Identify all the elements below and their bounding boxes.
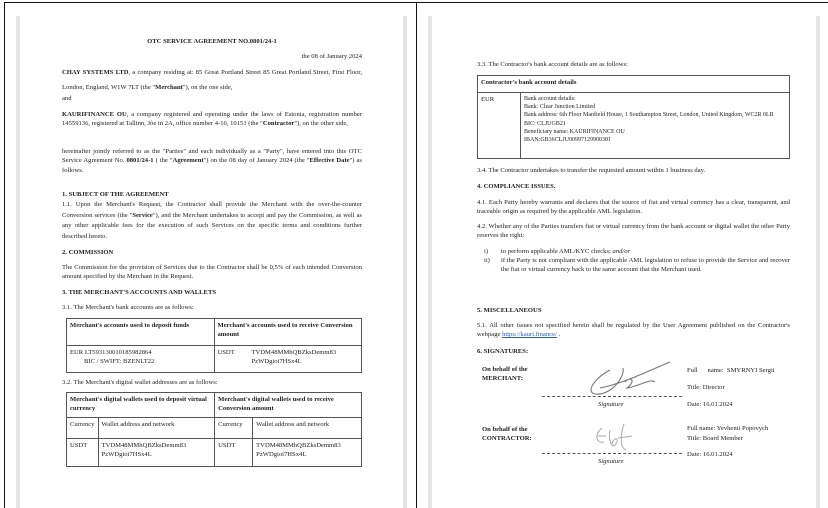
agreement-date: the 08 of January 2024 [301,53,362,60]
merchant-signature-image [565,358,695,400]
signature-line [542,396,682,397]
text: ") on the 08 day of January 2024 (the " [203,157,310,165]
text: to perform applicable AML/KYC checks; [501,248,613,255]
currency: EUR [70,349,84,356]
page-edge [428,16,432,508]
term: Service [132,211,153,219]
bank-details-cell [521,93,790,159]
merchant-wallets-table [66,392,362,467]
merchant-name: CHAY SYSTEMS LTD [62,69,129,76]
text: , a company registered and operating under the laws of Estonia, registration number 14559136, registered at Tallinn, Jõe tn 2A, office number 4-16, 10151 (the " [62,111,362,128]
item-i [501,247,790,256]
bank-detail: Beneficiary name: KAURIFINANCE OU [524,128,625,135]
section-5-heading: 5. MISCELLANEOUS [477,307,542,314]
table-cell: USDT [215,439,253,467]
text: ") as follows. [62,157,362,174]
term: Effective Date [309,157,350,165]
frame-left [4,2,5,508]
table-header: Merchant's accounts used to deposit funds [67,319,215,346]
merchant-title: Title: Director [687,384,725,391]
section-4-heading: 4. COMPLIANCE ISSUES. [477,183,556,190]
section-3-3: 3.3. The Contractor's bank account details are as follows: [477,61,628,68]
contractor-name: KAURIFINANCE OU [62,111,127,118]
signature-caption: Signature [598,458,624,465]
text: "), on the one side, [182,84,233,91]
text: 5.1. All other issues not specified herein shall be regulated by the User Agreement published on the Contractor's webpage [477,322,790,339]
page-edge [403,16,407,508]
page-edge [16,16,20,508]
table-header: Merchant's digital wallets used to receive Conversion amount [215,393,362,418]
text: hereinafter jointly referred to as the "Parties" and each individually as a "Party", have entered into this OTC Service Agreement No. [62,148,362,165]
table-row [67,346,362,373]
text: MERCHANT: [482,375,523,382]
hereinafter-paragraph [62,147,362,175]
text: . [556,331,561,339]
contractor-full-name: Full name: Yevhenii Popovych [687,425,769,432]
text: 1.1. Upon the Merchant's Request, the Contractor shall provide the Merchant with the over-the-counter Conversion services (the " [62,201,362,219]
table-cell: TVDM48MMhQBZksDemm83 PzWDgioi7HSx4L [253,439,362,467]
section-3-1: 3.1. The Merchant's bank accounts are as follows: [62,304,194,311]
bank-detail: Bank address: 6th Floor Manfield House, 1 Southampton Street, London, United Kingdom, WC2R 0LR [524,112,774,119]
table-row [67,439,362,467]
wallet-address: TVDM48MMhQBZksDemm83 PzWDgioi7HSx4L [251,349,337,366]
section-3-heading: 3. THE MERCHANT'S ACCOUNTS AND WALLETS [62,289,217,296]
bank-detail: BIC: CLJUGB21 [524,120,566,127]
table-cell: TVDM48MMhQBZksDemm83 PzWDgioi7HSx4L [98,439,215,467]
section-4-1: 4.1. Each Party hereby warrants and declares that the source of fiat and virtual currency has a clear, transparent, and traceable origin as required by the applicable AML legislation. [477,199,790,216]
column-header: Currency [67,418,99,439]
column-header: Wallet address and network [253,418,362,439]
section-1-heading: 1. SUBJECT OF THE AGREEMENT [62,191,169,198]
contractor-bank-table [477,75,790,159]
contractor-signature-image [590,420,640,456]
text: ( the " [153,157,173,165]
bank-detail: IBAN:GB36CLJU00997129900381 [524,137,612,144]
text: CONTRACTOR: [482,435,532,442]
section-6-heading: 6. SIGNATURES: [477,348,529,355]
contractor-paragraph [62,110,362,129]
merchant-paragraph [62,65,362,95]
signature-line [542,453,682,454]
currency: USDT [217,349,235,356]
account-number: LT593130010185982864 [84,349,152,356]
contractor-label [482,425,532,443]
section-1-1 [62,200,362,242]
item-i-number: i) [484,248,489,255]
bank-detail: Bank account details: [524,96,576,102]
table-cell: USDT [67,439,99,467]
table-header: Merchant's accounts used to receive Conversion amount [214,319,362,346]
bic: BIC / SWIFT: BZENLT22 [84,358,155,366]
section-3-4: 3.4. The Contractor undertakes to transfer the requested amount within 1 business day. [477,167,706,174]
text: and/or [612,248,631,255]
text: "), and the Merchant undertakes to accept and pay the Commission, as well as any other applicable fees for the execution of such Services on the specific terms and conditions further described hereto. [62,211,363,240]
signature-caption: Signature [598,401,624,408]
item-ii-number: ii) [484,257,490,264]
contractor-title: Title: Board Member [687,435,743,442]
column-header: Wallet address and network [98,418,215,439]
text: On behalf of the [482,426,528,433]
table-cell [214,346,362,373]
table-header: Merchant's digital wallets used to deposit virtual currency [67,393,215,418]
section-2-text: The Commission for the provision of Services due to the Contractor shall be 0,5% of each intended Conversion amount specified by the Merchant in the Request. [62,264,362,281]
merchant-label [482,365,528,383]
contractor-date: Date: 16.01.2024 [687,451,733,458]
page-edge [816,16,820,508]
item-ii: if the Party is not compliant with the applicable AML legislation to refuse to provide the Service and recover the fiat or virtual currency back to the same account that the Merchant used. [501,257,790,274]
and-text: and [62,95,72,102]
agreement-number: 0801/24-1 [126,157,154,165]
contractor-webpage-link[interactable]: https://kauri.finance/ [502,331,557,339]
merchant-date: Date: 16.01.2024 [687,401,733,408]
table-cell [67,346,215,373]
text: On behalf of the [482,366,528,373]
section-3-2: 3.2. The Merchant's digital wallet addresses are as follows: [62,379,218,386]
column-header: Currency [215,418,253,439]
page-divider [416,2,417,508]
table-cell: EUR [478,93,521,159]
table-row [478,93,790,159]
text: , a company residing at: 85 Great Portland Street 85 Great Portland Street, First Floor, London, England, W1W 7LT (the " [62,69,362,91]
text: "), on the other side, [294,120,348,128]
term: Agreement [172,157,204,165]
merchant-bank-accounts-table [66,318,362,373]
section-2-heading: 2. COMMISSION [62,249,114,256]
merchant-full-name: Full name: SMYRNYI Sergii [687,367,775,374]
document-title: OTC SERVICE AGREEMENT NO.0801/24-1 [147,38,277,45]
table-header: Contractor's bank account details [478,76,790,93]
term: Contractor [262,120,295,128]
bank-detail: Bank: Clear Junction Limited [524,104,596,111]
section-4-2: 4.2. Whether any of the Parties transfers fiat or virtual currency from the bank account or digital wallet the other Party reserves the right: [477,223,790,240]
section-5-1 [477,321,790,340]
term: Merchant [155,84,183,91]
